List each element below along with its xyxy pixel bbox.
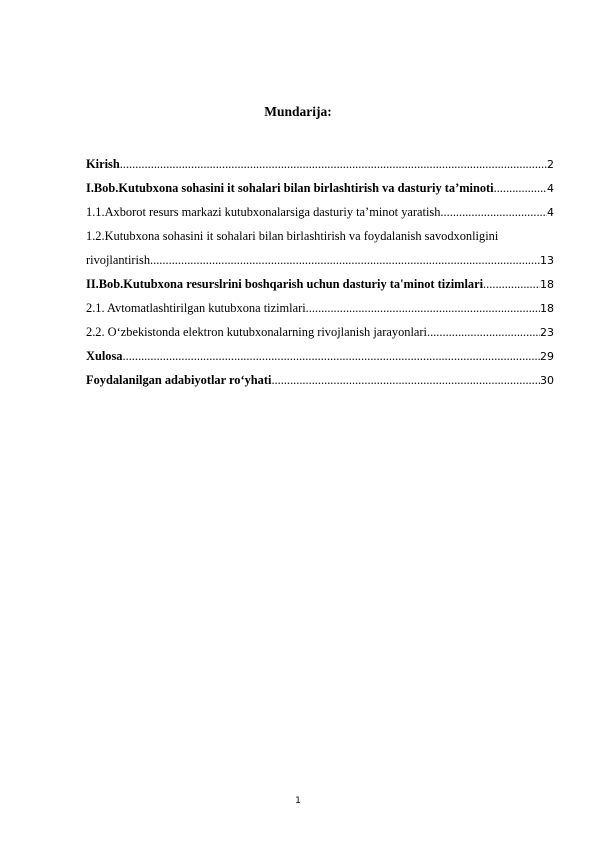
toc-entry-text: Kirish <box>86 157 120 171</box>
toc-entry-chapter-1[interactable] <box>86 178 554 198</box>
toc-entry-text: 2.1. Avtomatlashtirilgan kutubxona tizimlari <box>86 301 306 315</box>
toc-entry-references[interactable] <box>86 370 554 390</box>
toc-entry-text: I.Bob.Kutubxona sohasini it sohalari bilan birlashtirish va dasturiy ta’minoti <box>86 181 494 195</box>
toc-entry-text: 2.2. O‘zbekistonda elektron kutubxonalarning rivojlanish jarayonlari <box>86 325 427 339</box>
toc-entry-text: rivojlantirish <box>86 253 151 267</box>
toc-entry-text: 1.1.Axborot resurs markazi kutubxonalarsiga dasturiy ta’minot yaratish <box>86 205 441 219</box>
toc-leader-dots <box>427 322 540 342</box>
page-title: Mundarija: <box>264 104 332 119</box>
toc-entry-section-1-1[interactable] <box>86 202 554 222</box>
toc-entry-text: Foydalanilgan adabiyotlar ro‘yhati <box>86 373 272 387</box>
toc-entry-section-1-2-line1[interactable]: 1.2.Kutubxona sohasini it sohalari bilan birlashtirish va foydalanish savodxonligini <box>86 229 499 243</box>
toc-entry-text: II.Bob.Kutubxona resurslrini boshqarish uchun dasturiy ta'minot tizimlari <box>86 277 484 291</box>
toc-entry-page: 4 <box>547 182 554 195</box>
toc-leader-dots <box>120 154 547 174</box>
toc-entry-page: 18 <box>540 302 554 315</box>
toc-leader-dots <box>123 346 541 366</box>
toc-entry-section-2-2[interactable] <box>86 322 554 342</box>
toc-leader-dots <box>494 178 547 198</box>
toc-leader-dots <box>440 202 547 222</box>
toc-entry-chapter-2[interactable] <box>86 274 554 294</box>
toc-entry-xulosa[interactable] <box>86 346 554 366</box>
page-number: 1 <box>295 796 301 806</box>
toc-entry-kirish[interactable] <box>86 154 554 174</box>
toc-entry-page: 29 <box>540 350 554 363</box>
toc-entry-page: 2 <box>547 158 554 171</box>
toc-entry-section-2-1[interactable] <box>86 298 554 318</box>
toc-entry-text: Xulosa <box>86 349 123 363</box>
toc-entry-page: 30 <box>540 374 554 387</box>
toc-leader-dots <box>306 298 540 318</box>
toc-leader-dots <box>271 370 540 390</box>
toc-entry-page: 4 <box>547 206 554 219</box>
toc-entry-page: 13 <box>540 254 554 267</box>
toc-entry-page: 18 <box>540 278 554 291</box>
table-of-contents <box>86 154 554 394</box>
toc-leader-dots <box>483 274 540 294</box>
toc-leader-dots <box>150 250 540 270</box>
toc-entry-page: 23 <box>540 326 554 339</box>
toc-entry-section-1-2[interactable] <box>86 250 554 270</box>
